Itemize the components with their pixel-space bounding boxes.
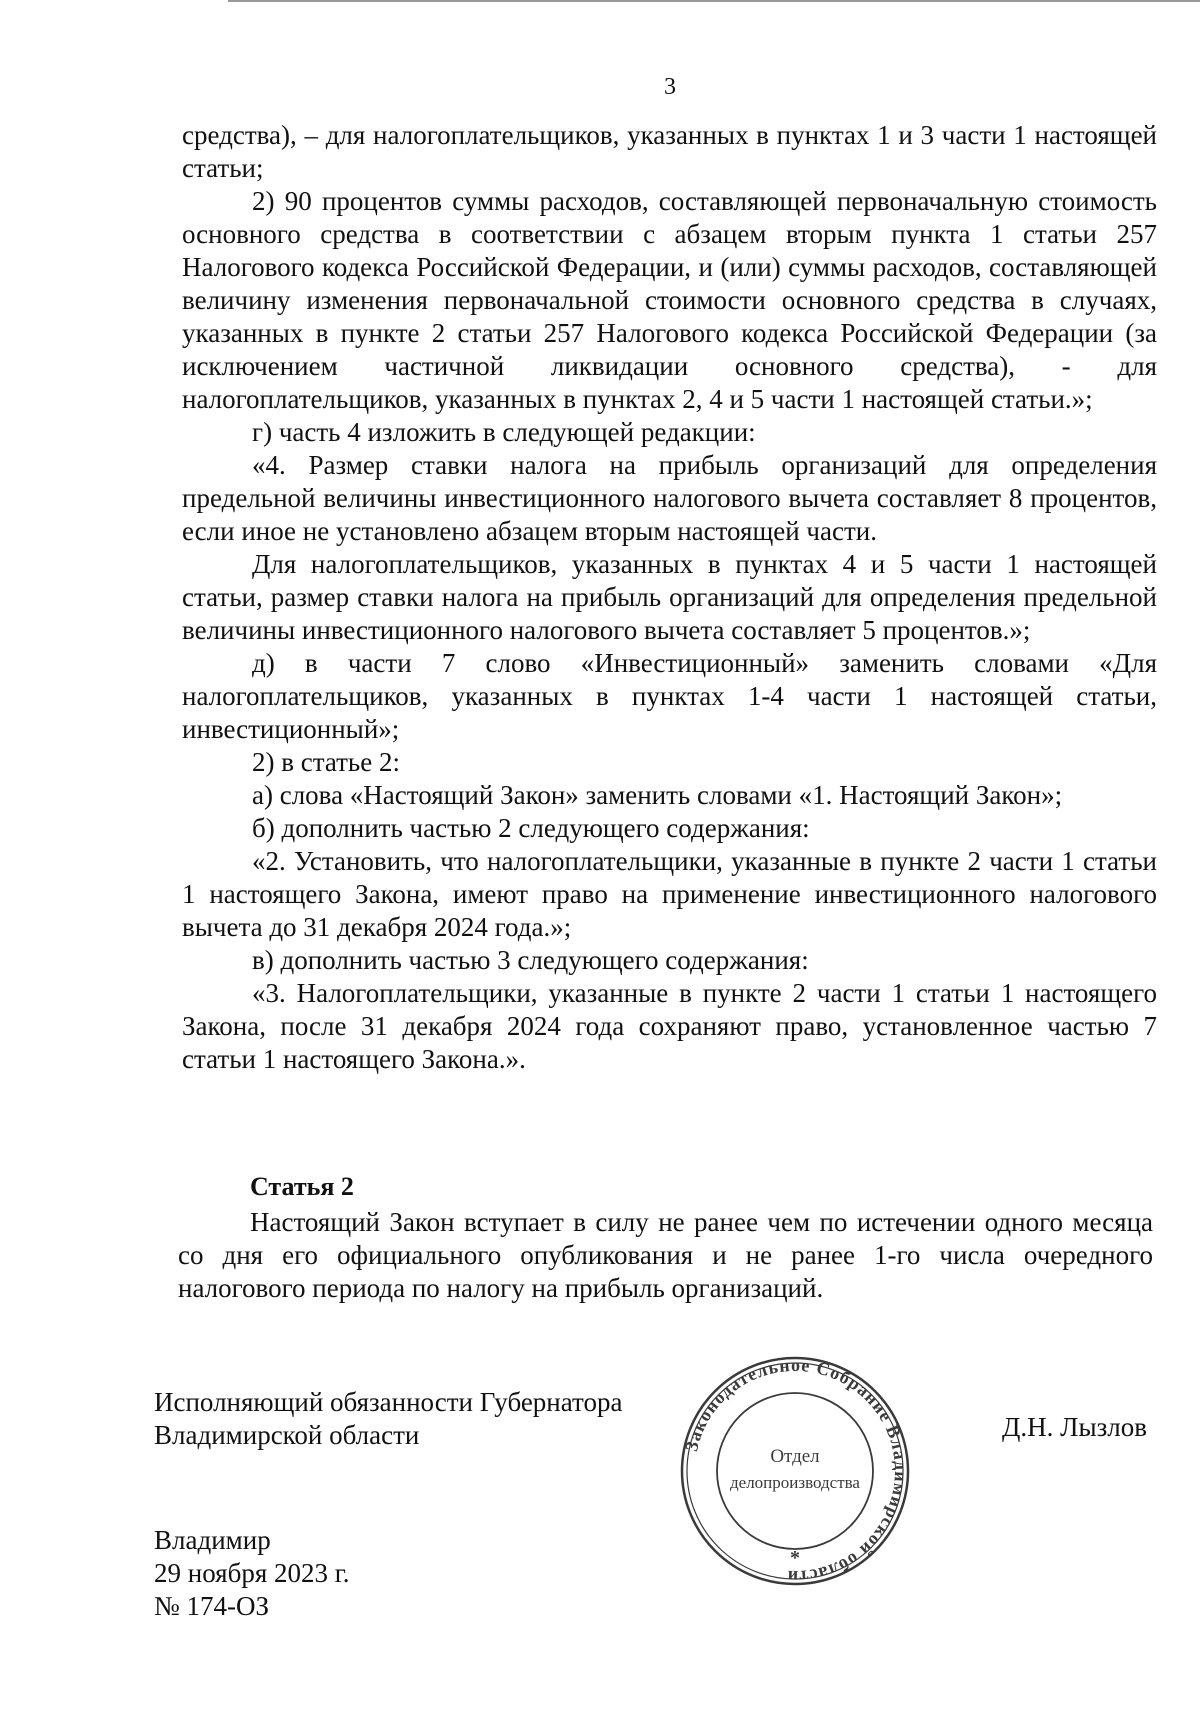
paragraph: г) часть 4 изложить в следующей редакции:	[252, 417, 756, 447]
paragraph: «2. Установить, что налогоплательщики, указанные в пункте 2 части 1 статьи 1 настоящего Закона, имеют право на применение инвестиционного налогового вычета до 31 декабря 2024 года.»;	[182, 846, 1157, 942]
document-date: 29 ноября 2023 г.	[154, 1558, 350, 1588]
paragraph: 2) 90 процентов суммы расходов, составляющей первоначальную стоимость основного средства в соответствии с абзацем вторым пункта 1 статьи 257 Налогового кодекса Российской Федерации, и (или) суммы расходов, составляющей величину изменения первоначальной стоимости основного средства в случаях, указанных в пункте 2 статьи 257 Налогового кодекса Российской Федерации (за исключением частичной ликвидации основного средства), - для налогоплательщиков, указанных в пунктах 2, 4 и 5 части 1 настоящей статьи.»;	[182, 186, 1157, 414]
document-number: № 174-ОЗ	[154, 1591, 270, 1621]
stamp-center-line: делопроизводства	[730, 1473, 860, 1492]
signer-title-line: Исполняющий обязанности Губернатора	[154, 1387, 623, 1417]
signer-title-line: Владимирской области	[154, 1420, 420, 1450]
page-number: 3	[664, 74, 676, 100]
stamp-center-line: Отдел	[770, 1446, 820, 1467]
paragraph: средства), – для налогоплательщиков, указанных в пунктах 1 и 3 части 1 настоящей статьи;	[182, 120, 1157, 183]
stamp-ring-text: Законодательное Собрание Владимирской области	[681, 1354, 912, 1588]
signer-title	[154, 1386, 622, 1452]
paragraph: в) дополнить частью 3 следующего содержания:	[252, 945, 809, 975]
body-text	[182, 119, 1157, 1076]
star-icon: *	[790, 1547, 800, 1569]
official-stamp	[678, 1354, 912, 1588]
paragraph: «4. Размер ставки налога на прибыль организаций для определения предельной величины инвестиционного налогового вычета составляет 8 процентов, если иное не установлено абзацем вторым настоящей части.	[182, 450, 1157, 546]
paragraph: «3. Налогоплательщики, указанные в пункте 2 части 1 статьи 1 настоящего Закона, после 31 декабря 2024 года сохраняют право, установленное частью 7 статьи 1 настоящего Закона.».	[182, 978, 1157, 1074]
document-city: Владимир	[154, 1525, 271, 1555]
paragraph: Для налогоплательщиков, указанных в пунктах 4 и 5 части 1 настоящей статьи, размер ставки налога на прибыль организаций для определения предельной величины инвестиционного налогового вычета составляет 5 процентов.»;	[182, 549, 1157, 645]
signer-name: Д.Н. Лызлов	[1002, 1412, 1148, 1442]
article-paragraph: Настоящий Закон вступает в силу не ранее чем по истечении одного месяца со дня его официального опубликования и не ранее 1-го числа очередного налогового периода по налогу на прибыль организаций.	[178, 1207, 1153, 1303]
paragraph: а) слова «Настоящий Закон» заменить словами «1. Настоящий Закон»;	[252, 780, 1063, 810]
stamp-graphic	[678, 1354, 912, 1588]
paragraph: б) дополнить частью 2 следующего содержания:	[252, 813, 810, 843]
article-heading: Статья 2	[250, 1172, 354, 1201]
paragraph: д) в части 7 слово «Инвестиционный» заменить словами «Для налогоплательщиков, указанных в пунктах 1-4 части 1 настоящей статьи, инвестиционный»;	[182, 648, 1157, 744]
paragraph: 2) в статье 2:	[252, 747, 400, 777]
document-meta	[154, 1524, 350, 1623]
top-rule	[228, 0, 1200, 2]
article-text	[178, 1206, 1153, 1305]
